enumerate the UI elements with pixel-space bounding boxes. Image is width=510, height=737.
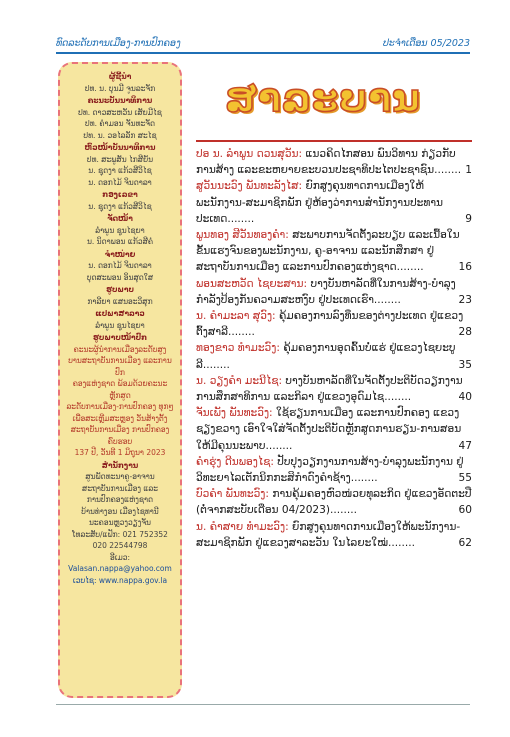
footer-divider [56,704,470,705]
toc-author: ປອ ນ. ລຳພູນ ດວນສຸວັນ: [196,148,303,160]
sidebar-section-heading: ຫົວໜ້າບັນນາທິການ [84,143,156,152]
sidebar-line: ປທ. ນ. ບຸນມີ ຈູນລະຈັກ [84,83,156,93]
editorial-sidebar [58,62,182,698]
sidebar-line: ປທ. ສະພູສັນ ໄກສີຍັນ [86,154,154,164]
toc-title: ຍົກສູງຄຸນທາດການເມືອງໃຫ້ພະນັກງານ-ສະມາຊິກພັກ ຢູ່ຫ້ອງວ່າການສຳນັກງານປະທານປະເທດ [196,180,444,225]
sidebar-line: ບ້ານທ່າງອນ ເມືອງໄຊທານີ [81,506,159,516]
sidebar-section-heading: ກອງເລຂາ [102,190,138,199]
sidebar-section-heading: ແປພາສາລາວ [95,309,145,318]
toc-leader-dots: ........ [373,293,401,306]
toc-page-number: 16 [458,261,472,274]
toc-author: ສູວັນນະວົງ ພັນທະລັງໄສ: [196,180,303,193]
toc-entry[interactable] [196,373,472,405]
table-of-contents [196,146,472,551]
page-title: ສາລະບານ [225,76,421,120]
toc-leader-dots: ........ [202,358,230,371]
sidebar-line: ຄອງແຫ່ງຊາດ ພ້ອມດ້ວຍຄະນະຫຼັກສູດ [72,379,168,400]
toc-page-number: 1 [465,164,472,177]
sidebar-line: ລຳພູນ ຊຸນໄຊຍາ [95,320,145,330]
toc-leader-dots: ........ [388,536,415,549]
sidebar-line: ລະດັບການເມືອງ-ການປົກຄອງ ທຸກໆ [66,402,174,411]
sidebar-line: ປທ. ນ. ວອໄລລັກ ສະໄຊ [83,130,157,140]
toc-page-number: 35 [458,358,472,371]
toc-author: ນ. ຄຳມະລາ ສຸວົງ: [196,310,276,323]
sidebar-line: ອີເມວ: [109,552,131,562]
sidebar-line: Valasan.nappa@yahoo.com [68,564,172,573]
toc-title: ປັບປຸງວຽກງານການສ້າງ-ບຳລຸງພະນັກງານ ຢູ່ວິທະຍາໄລເຕັກນິກກະສິກຳດົງຄຳຊ້າງ [196,455,464,485]
toc-title: ໃຊ້ຮຽນການເມືອງ ແລະການປົກຄອງ ແຂວງຊຽງຂວາງ ເອົາໃຈໃສ່ຈັດຕັ້ງປະຕິບັດຫຼັກສູດການຮຽນ-ການສອນໃຫ້ມີຄຸນນະພາບ [196,407,462,452]
sidebar-section-heading: ສຳນັກງານ [101,460,139,470]
sidebar-section-heading: ຈັດໜ້າ [107,214,133,223]
toc-title: ແນວຄິດໄກສອນ ພົນວິທານ ກ່ຽວກັບການສ້າງ ແລະຂະຫຍາຍຂະບວນປະຊາທິປະໄຕປະຊາຊົນ [196,148,456,177]
toc-title: ຍົກສູງຄຸນທາດການເມືອງໃຫ້ພະນັກງານ-ສະມາຊິກພັກ ຢູ່ແຂວງສາລະວັນ ໃນໄລຍະໃໝ່ [196,520,461,549]
header-journal-name: ທົດລະດັບການເມືອງ-ການປົກຄອງ [56,38,181,49]
sidebar-line: ປທ. ຄຳມອນ ຈັນທະຈັດ [85,119,155,128]
sidebar-line: ເວບໄຊ: www.nappa.gov.la [72,575,168,585]
toc-entry[interactable] [196,146,472,178]
toc-title: ຄຸ້ມຄອງການລົງທຶນຂອງຕ່າງປະເທດ ຢູ່ແຂວງຕົ້ງສາລີ [196,310,464,339]
toc-leader-dots: ........ [350,472,378,485]
header-divider [56,52,470,54]
sidebar-line: ເພື່ອສະເຫຼີມສະຫຼອງ ວັນສ້າງຕັ້ງ [72,413,168,423]
sidebar-section-heading: ຮູບພາບໜ້າປົກ [92,333,148,342]
sidebar-line: ລຳພູນ ຊຸນໄຊຍາ [95,225,145,235]
toc-author: ພອນສະຫວັດ ໄຊຍະສານ: [196,277,308,290]
sidebar-line: ຄະນະຜູ້ນໍາການເມືອງລະດັບສູງ [73,344,167,354]
toc-page-number: 47 [458,439,472,452]
toc-page-number: 40 [458,391,472,404]
sidebar-line: ນ. ຊຸດງາ ແກ້ວສີວິໄຊ [88,166,152,175]
sidebar-section-heading: ຄະນະບັນນາທິການ [87,96,153,105]
toc-leader-dots: ........ [265,439,293,452]
toc-author: ນ. ວຽງຄຳ ມະນີໄຊ: [196,374,283,387]
page-header [56,38,470,52]
sidebar-line: ໂທລະສັບ/ແຟັກ: 021 752352 [72,529,168,539]
toc-title: ສະພາບການຈັດຕັ້ງລະບຽບ ແລະເນື້ອໃນຂັ້ນແຮງຈົນຂອງພະນັກງານ, ຄູ-ອາຈານ ແລະນັກສຶກສາ ຢູ່ ສະຖາບັນການເມືອງ ແລະການປົກຄອງແຫ່ງຊາດ [196,229,460,274]
toc-entry[interactable] [196,519,472,551]
sidebar-section-heading: ຜູ້ຊີ້ນຳ [108,72,132,81]
toc-author: ພູນທອງ ສີວັນທອງຄຳ: [196,229,289,242]
sidebar-line: ບານສະຖາບັນການເມືອງ ແລະການປົກ [68,356,172,377]
sidebar-line: ນະຄອນຫຼວງວຽງຈັນ [88,518,151,527]
sidebar-line: ນ. ຊຸດງາ ແກ້ວສີວິໄຊ [88,201,152,211]
sidebar-line: ສູນພັດທະນາຄູ-ອາຈານ [85,472,155,481]
toc-entry[interactable] [196,227,472,276]
sidebar-line: ບຸດສະພອນ ອິນສຸດໃສ [86,272,154,282]
sidebar-line: ນ. ດອກໄມ້ ຈິນດາລາ [88,261,152,270]
sidebar-section-heading: ຈຳໜ່າຍ [104,249,136,259]
toc-entry[interactable] [196,276,472,308]
sidebar-section-heading: ຮູບພາບ [106,285,134,294]
toc-title: ຄຸ້ມຄອງການອຸດຄົ້ນບໍ່ແຮ່ ຢູ່ແຂວງໄຊຍະບູລີ [196,342,456,371]
toc-page-number: 60 [458,504,472,517]
toc-author: ບົວຄຳ ພັນທະວົງ: [196,488,269,501]
header-issue-date: ປະຈຳເດືອນ 05/2023 [383,38,470,49]
toc-author: ຈັນເພັງ ພັນທະວົງ: [196,407,273,420]
toc-leader-dots: ........ [434,164,462,177]
sidebar-line: ນ. ດອກໄມ້ ຈິນດາລາ [88,177,152,187]
toc-page-number: 9 [465,212,472,225]
toc-entry[interactable] [196,454,472,486]
toc-leader-dots: ........ [227,326,255,339]
toc-title: ບາງບັນຫາລັດທີ່ໃນຈັດຕັ້ງປະຕິບັດວຽກງານການສຶກສາທິການ ແລະກິລາ ຢູ່ແຂວງອຸດົມໄຊ [196,374,463,404]
toc-title: ບາງບັນຫາລັດທີ່ໃນການສ້າງ-ບຳລຸງກຳລັງປ້ອງກັນຄວາມສະຫງົບ ຢູ່ປະເທດເຮົາ [196,277,456,306]
toc-author: ທອງຂາວ ທຳມະວົງ: [196,342,280,355]
toc-entry[interactable] [196,340,472,372]
title-box [225,72,421,124]
sidebar-line: ສະຖາບັນການເມືອງ ແລະ [82,483,158,493]
toc-entry[interactable] [196,405,472,454]
toc-divider [196,140,472,142]
toc-page-number: 62 [458,536,472,549]
sidebar-line: 137 ປີ, ວັນທີ 1 ມິຖຸນາ 2023 [74,448,166,457]
toc-leader-dots: ........ [227,212,255,225]
sidebar-line: ນ. ນິດາພອນ ແກ້ວສີຄໍ [86,237,154,246]
toc-leader-dots: ........ [384,391,412,404]
toc-entry[interactable] [196,486,472,518]
sidebar-line: ປທ. ດາວສະຫວັນ ເສັຍມີໄຊ [78,107,162,117]
toc-page-number: 28 [458,326,472,339]
toc-entry[interactable] [196,308,472,340]
toc-title: ການຄຸ້ມຄອງຫົວໜ່ວຍທຸລະກິດ ຢູ່ແຂວງອັດຕະປື (ຕໍ່ຈາກສະບັບເດືອນ 04/2023) [196,488,472,517]
sidebar-line: 020 22544798 [92,541,148,550]
toc-entry[interactable] [196,178,472,227]
toc-leader-dots: ........ [396,261,424,274]
toc-page-number: 23 [458,293,472,306]
sidebar-line: ກາລີຍາ ແສນອະວິສຸກ [87,296,153,306]
toc-author: ຄຳຮຸ່ງ ດີນພອງໄຊ: [196,455,274,468]
toc-page-number: 55 [458,472,472,485]
sidebar-line: ການປົກຄອງແຫ່ງຊາດ [86,495,154,504]
toc-author: ນ. ຄຳສາຍ ທຳມະວົງ: [196,520,289,533]
sidebar-line: ສະຖາບັນການເມືອງ ການປົກຄອງ ຄົບຮອບ [70,425,170,446]
toc-leader-dots: ........ [330,504,357,517]
